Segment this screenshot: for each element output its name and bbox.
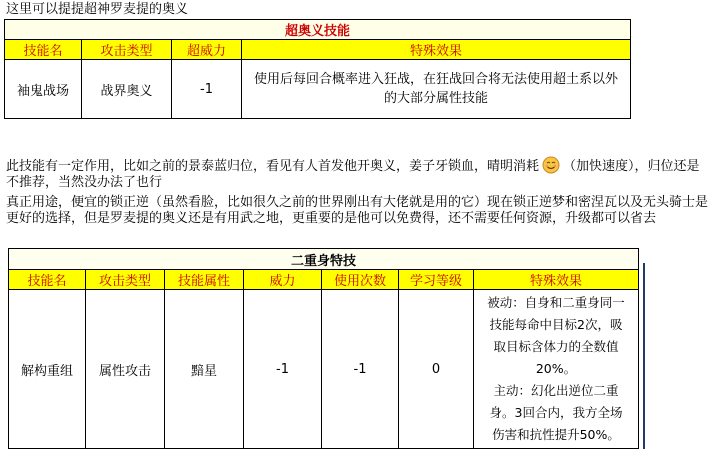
effect-line: 伤害和抗性提升50%。 [492, 427, 620, 442]
header-super-power: 超威力 [172, 40, 242, 60]
effect-line: 20%。 [535, 361, 577, 376]
effect-line: 主动：幻化出逆位二重 [493, 383, 619, 398]
vertical-divider [643, 263, 645, 449]
effect-line: 身。3回合内，我方全场 [489, 405, 623, 420]
super-skill-table [4, 19, 631, 119]
special-effect-cell: 使用后每回合概率进入狂战，在狂战回合将无法使用超土系以外的大部分属性技能 [242, 60, 631, 119]
paragraph-2: 真正用途，便宜的锁正逆（虽然看脸，比如很久之前的世界刚出有大佬就是用的它）现在锁正逆梦和密涅瓦以及无头骑士是更好的选择，但是罗麦提的奥义还是有用武之地，更重要的是他可以免费得，还不需要任何资源，升级都可以省去 [6, 195, 709, 226]
intro-text: 这里可以提提超神罗麦提的奥义 [6, 2, 189, 17]
attack-type-cell: 属性攻击 [86, 290, 165, 449]
skill-name-cell: 解构重组 [9, 290, 86, 449]
doppelganger-skill-table [8, 248, 639, 449]
header-special-effect: 特殊效果 [474, 270, 639, 290]
header-use-count: 使用次数 [322, 270, 399, 290]
effect-line: 技能每命中目标2次，吸 [489, 317, 623, 332]
header-attack-type: 攻击类型 [86, 270, 165, 290]
paragraph-1-text-b: （加快速度），归位还是不推荐，当然没办法了也行 [6, 159, 700, 190]
paragraph-1-text-a: 此技能有一定作用，比如之前的景泰蓝归位，看见有人首发他开奥义，姜子牙锁血，晴明消耗 [6, 159, 540, 174]
learn-level-cell: 0 [399, 290, 474, 449]
header-attack-type: 攻击类型 [82, 40, 172, 60]
header-skill-name: 技能名 [5, 40, 82, 60]
header-power: 威力 [244, 270, 322, 290]
header-learn-level: 学习等级 [399, 270, 474, 290]
special-effect-cell [474, 290, 639, 449]
header-skill-name: 技能名 [9, 270, 86, 290]
smiley-icon [542, 156, 560, 174]
skill-attribute-cell: 黯星 [165, 290, 244, 449]
super-power-cell: -1 [172, 60, 242, 119]
power-cell: -1 [244, 290, 322, 449]
use-count-cell: -1 [322, 290, 399, 449]
skill-name-cell: 袖鬼战场 [5, 60, 82, 119]
header-skill-attribute: 技能属性 [165, 270, 244, 290]
super-skill-table-title: 超奥义技能 [5, 20, 631, 40]
attack-type-cell: 战界奥义 [82, 60, 172, 119]
effect-line: 被动：自身和二重身同一 [487, 295, 625, 310]
header-special-effect: 特殊效果 [242, 40, 631, 60]
doppelganger-table-title: 二重身特技 [9, 249, 639, 270]
paragraph-1 [6, 156, 712, 190]
effect-line: 取目标含体力的全数值 [493, 339, 619, 354]
